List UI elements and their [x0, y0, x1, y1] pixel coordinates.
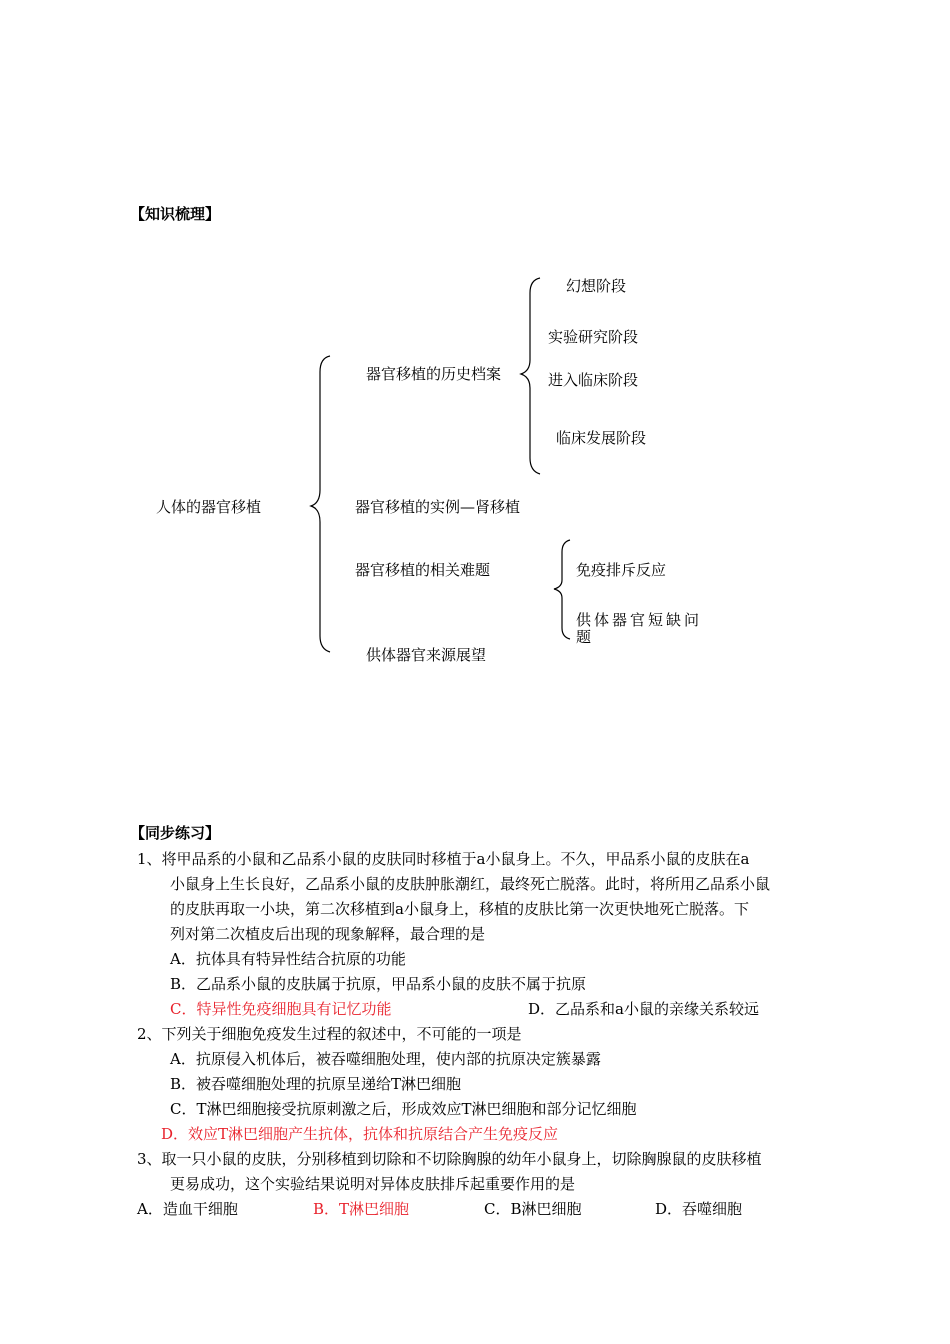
branch-example: 器官移植的实例—肾移植 — [355, 498, 521, 516]
q2-option-d-answer: D．效应T淋巴细胞产生抗体，抗体和抗原结合产生免疫反应 — [161, 1125, 559, 1143]
branch-problems: 器官移植的相关难题 — [355, 561, 491, 579]
section-heading-knowledge: 【知识梳理】 — [130, 205, 221, 223]
history-item: 实验研究阶段 — [548, 328, 639, 346]
mindmap-root: 人体的器官移植 — [156, 498, 262, 516]
q3-option-b-answer: B．T淋巴细胞 — [313, 1200, 410, 1218]
q3-stem-line: 3、取一只小鼠的皮肤，分别移植到切除和不切除胸腺的幼年小鼠身上，切除胸腺鼠的皮肤移植 — [137, 1150, 762, 1168]
history-item: 临床发展阶段 — [556, 429, 647, 447]
branch-history: 器官移植的历史档案 — [366, 365, 502, 383]
section-heading-practice: 【同步练习】 — [130, 824, 221, 842]
q1-option-a: A．抗体具有特异性结合抗原的功能 — [170, 950, 406, 968]
history-item: 进入临床阶段 — [548, 371, 639, 389]
q3-option-c: C．B淋巴细胞 — [484, 1200, 582, 1218]
q3-stem-line: 更易成功，这个实验结果说明对异体皮肤排斥起重要作用的是 — [170, 1175, 576, 1193]
q1-option-c-answer: C．特异性免疫细胞具有记忆功能 — [170, 1000, 392, 1018]
problem-item: 免疫排斥反应 — [576, 561, 667, 579]
q1-stem-line: 1、将甲品系的小鼠和乙品系小鼠的皮肤同时移植于a小鼠身上。不久，甲品系小鼠的皮肤在a — [137, 850, 750, 868]
q3-option-a: A．造血干细胞 — [137, 1200, 238, 1218]
q2-option-a: A．抗原侵入机体后，被吞噬细胞处理，使内部的抗原决定簇暴露 — [170, 1050, 601, 1068]
q1-stem-line: 小鼠身上生长良好，乙品系小鼠的皮肤肿胀潮红，最终死亡脱落。此时，将所用乙品系小鼠 — [170, 875, 771, 893]
q1-option-b: B．乙品系小鼠的皮肤属于抗原，甲品系小鼠的皮肤不属于抗原 — [170, 975, 587, 993]
q1-option-d: D．乙品系和a小鼠的亲缘关系较远 — [528, 1000, 759, 1018]
history-item: 幻想阶段 — [566, 277, 627, 295]
branch-outlook: 供体器官来源展望 — [366, 646, 487, 664]
history-brace — [521, 278, 540, 474]
q1-stem-line: 列对第二次植皮后出现的现象解释，最合理的是 — [170, 925, 486, 943]
q3-option-d: D．吞噬细胞 — [655, 1200, 743, 1218]
q2-option-b: B．被吞噬细胞处理的抗原呈递给T淋巴细胞 — [170, 1075, 462, 1093]
problem-item: 供体器官短缺问题 — [576, 611, 703, 646]
q2-option-c: C．T淋巴细胞接受抗原刺激之后，形成效应T淋巴细胞和部分记忆细胞 — [170, 1100, 637, 1118]
root-brace — [311, 356, 330, 652]
q1-stem-line: 的皮肤再取一小块，第二次移植到a小鼠身上，移植的皮肤比第一次更快地死亡脱落。下 — [170, 900, 749, 918]
q2-stem: 2、下列关于细胞免疫发生过程的叙述中，不可能的一项是 — [137, 1025, 522, 1043]
problems-brace — [554, 540, 570, 639]
